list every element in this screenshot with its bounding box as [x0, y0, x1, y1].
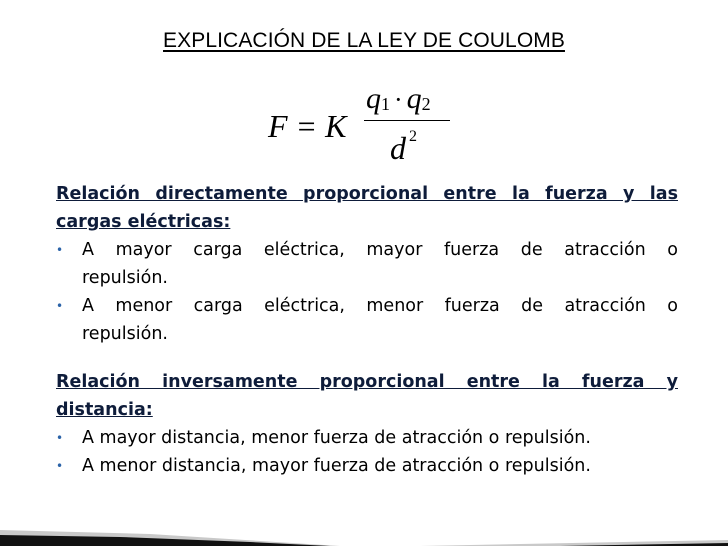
coulomb-formula	[268, 78, 468, 168]
list-item-text: A menor carga eléctrica, menor fuerza de atracción o	[82, 296, 678, 316]
fraction-bar	[364, 120, 450, 121]
bullet-icon: •	[56, 299, 64, 313]
list-item-text: A menor distancia, mayor fuerza de atracción o repulsión.	[82, 456, 591, 476]
charge-subscript-1: 1	[381, 94, 390, 114]
charge-symbol: q	[406, 82, 422, 115]
footer-swoosh	[0, 516, 728, 546]
section-direct-proportion	[56, 180, 678, 348]
bullet-list	[56, 424, 678, 480]
bullet-icon: •	[56, 243, 64, 257]
formula-lhs: F = K	[268, 108, 347, 144]
list-item-text: repulsión.	[82, 268, 168, 288]
distance-symbol: d	[390, 130, 406, 166]
list-item	[56, 424, 678, 452]
list-item	[56, 452, 678, 480]
list-item-text: repulsión.	[82, 324, 168, 344]
footer-decoration	[0, 516, 728, 546]
bullet-icon: •	[56, 431, 64, 445]
section-heading	[56, 368, 678, 424]
list-item-text: A mayor distancia, menor fuerza de atracción o repulsión.	[82, 428, 591, 448]
bullet-icon: •	[56, 459, 64, 473]
heading-line: Relación directamente proporcional entre la fuerza y las	[56, 184, 678, 204]
list-item-text: A mayor carga eléctrica, mayor fuerza de atracción o	[82, 240, 678, 260]
heading-line: Relación inversamente proporcional entre la fuerza y	[56, 372, 678, 392]
section-heading	[56, 180, 678, 236]
distance-exponent: 2	[409, 128, 417, 145]
list-item	[56, 236, 678, 292]
charge-subscript-2: 2	[421, 94, 431, 114]
formula-numerator	[366, 82, 431, 116]
multiply-dot: ·	[394, 85, 403, 114]
formula-denominator	[390, 128, 417, 167]
heading-line: distancia:	[56, 400, 153, 420]
slide-title: EXPLICACIÓN DE LA LEY DE COULOMB	[163, 29, 565, 52]
bullet-list	[56, 236, 678, 348]
heading-line: cargas eléctricas:	[56, 212, 231, 232]
section-inverse-proportion	[56, 368, 678, 480]
charge-symbol: q	[366, 82, 381, 115]
list-item	[56, 292, 678, 348]
